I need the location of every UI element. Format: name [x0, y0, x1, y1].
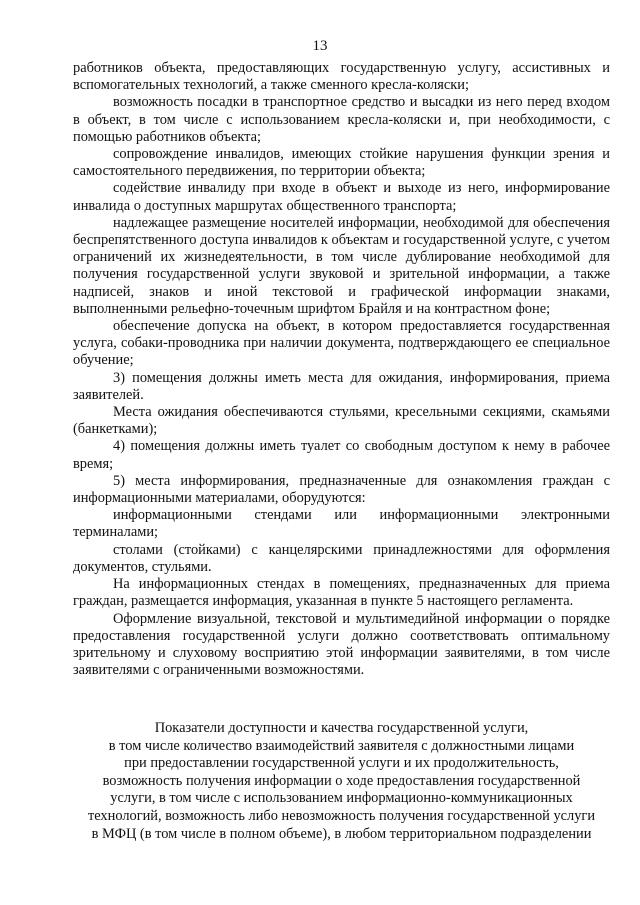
- paragraph: 3) помещения должны иметь места для ожидания, информирования, приема заявителей.: [73, 369, 610, 403]
- heading-line: технологий, возможность либо невозможность получения государственной услуги: [87, 807, 596, 824]
- paragraph: На информационных стендах в помещениях, предназначенных для приема граждан, размещается информация, указанная в пункте 5 настоящего регламента.: [73, 576, 610, 610]
- heading-line: услуги, в том числе с использованием информационно-коммуникационных: [110, 790, 573, 807]
- heading-line: возможность получения информации о ходе предоставления государственной: [102, 772, 581, 789]
- section-heading: [73, 720, 610, 843]
- heading-line: Показатели доступности и качества государственной услуги,: [154, 720, 529, 736]
- page-number: 13: [312, 38, 328, 54]
- paragraph: Оформление визуальной, текстовой и мультимедийной информации о порядке предоставления государственной услуги должно соответствовать оптимальному зрительному и слуховому восприятию этой информации заявителями, в том числе заявителями с ограниченными возможностями.: [73, 610, 610, 679]
- paragraph: работников объекта, предоставляющих государственную услугу, ассистивных и вспомогательных технологий, а также сменного кресла-коляски;: [73, 60, 610, 94]
- paragraph: сопровождение инвалидов, имеющих стойкие нарушения функции зрения и самостоятельного передвижения, по территории объекта;: [73, 146, 610, 180]
- paragraph: надлежащее размещение носителей информации, необходимой для обеспечения беспрепятственного доступа инвалидов к объектам и государственной услуге, с учетом ограничений их жизнедеятельности, в том числе дублирование необходимой для получения государственной услуги звуковой и зрительной информации, а также надписей, знаков и иной текстовой и графической информации знаками, выполненными рельефно-точечным шрифтом Брайля и на контрастном фоне;: [73, 214, 610, 317]
- paragraph: информационными стендами или информационными электронными терминалами;: [73, 507, 610, 541]
- paragraph: Места ожидания обеспечиваются стульями, кресельными секциями, скамьями (банкетками);: [73, 404, 610, 438]
- paragraph: 4) помещения должны иметь туалет со свободным доступом к нему в рабочее время;: [73, 438, 610, 472]
- paragraph: 5) места информирования, предназначенные для ознакомления граждан с информационными материалами, оборудуются:: [73, 472, 610, 507]
- paragraph: столами (стойками) с канцелярскими принадлежностями для оформления документов, стульями.: [73, 541, 610, 575]
- paragraph: возможность посадки в транспортное средство и высадки из него перед входом в объект, в том числе с использованием кресла-коляски и, при необходимости, с помощью работников объекта;: [73, 94, 610, 145]
- heading-line: в МФЦ (в том числе в полном объеме), в любом территориальном подразделении: [91, 825, 592, 842]
- paragraph: содействие инвалиду при входе в объект и выходе из него, информирование инвалида о доступных маршрутах общественного транспорта;: [73, 180, 610, 214]
- heading-line: при предоставлении государственной услуги и их продолжительность,: [124, 755, 559, 772]
- body-text: [73, 60, 610, 679]
- heading-line: в том числе количество взаимодействий заявителя с должностными лицами: [108, 737, 575, 754]
- paragraph: обеспечение допуска на объект, в котором предоставляется государственная услуга, собаки-проводника при наличии документа, подтверждающего ее специальное обучение;: [73, 318, 610, 369]
